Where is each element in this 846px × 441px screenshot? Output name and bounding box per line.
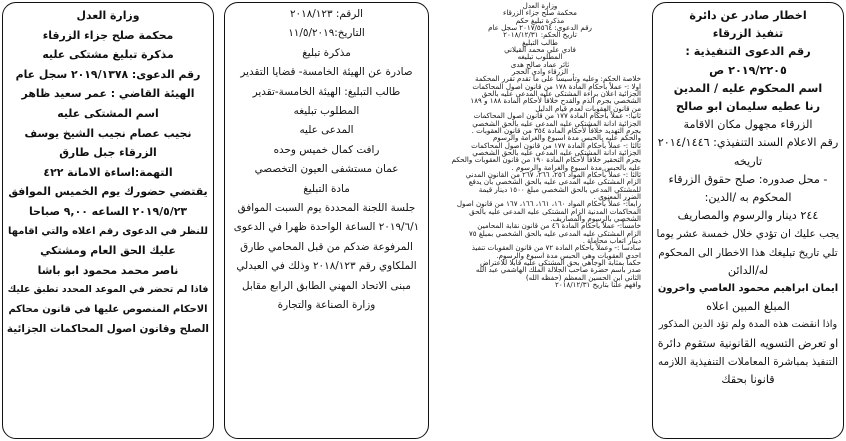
body-line: للنظر في الدعوى رقم اعلاه والتي اقامها: [8, 225, 208, 237]
summons-title: مذكرة تبليغ مشتكى عليه: [42, 48, 174, 62]
judgment-line: من قانون العقوبات لعدم قيام الدليل: [535, 103, 641, 113]
notice-body-line: او تعرض التسويه القانونية ستقوم دائرة: [657, 336, 839, 350]
judgment-line: ثالثا :- عملاً بأحكام المادة ١٧٧ من قانون اصول المحاكمات: [471, 140, 641, 150]
defendant-name: رافت كمال خميس وحده: [273, 143, 380, 156]
recipient-label: المطلوب تبليغه: [293, 105, 360, 118]
notice-body-line: يجب عليك ان تؤدي خلال خمسة عشر يوما: [656, 228, 839, 241]
notice-amount: ٢٤٤ دينار والرسوم والمصاريف: [677, 209, 819, 223]
complainant-name: ناصر محمد محمود ابو باشا: [37, 263, 179, 277]
notice-debtor-address: الزرقاء مجهول مكان الاقامة: [683, 118, 813, 132]
judgment-line: بجرم التهديد خلافاً لأحكام المادة ٣٥٤ من قانون العقوبات .: [471, 125, 641, 135]
reference-number: الرقم: ٢٠١٨/١٢٣: [289, 8, 364, 20]
defendant-name: نجيب عصام نجيب الشيخ يوسف: [24, 126, 192, 140]
defendant-address: الزرقاء جبل طارق: [59, 146, 157, 160]
ministry-name: وزارة العدل: [76, 9, 140, 22]
judgment-line: ثالثا :- عملاً بأحكام المواد ٢٥٦، ٢٦٦، ٢٦٧ من القانون المدني: [465, 169, 641, 179]
recipient-label: المطلوب تبليغه: [517, 52, 563, 62]
notice-case-label: رقم الدعوى التنفيذية :: [685, 45, 811, 59]
judgment-line: والحكم عليه بالحبس مدة اسبوع والغرامة والرسوم: [492, 133, 641, 143]
case-number: رقم الدعوى: ٢٠١٧/٥٥٦٤ سجل عام: [488, 23, 592, 33]
body-line: وزارة الصناعة والتجارة: [277, 299, 376, 312]
notice-body-line: قانونا بحقك: [721, 373, 775, 387]
judgment-line: وافهم علنا بتاريخ ٢٠١٨/١٢/٣١: [555, 280, 641, 290]
judgment-date: تاريخ الحكم: ٢٠١٨/١٢/٣١: [503, 30, 577, 40]
notification-date: التاريخ:١١/٥/٢٠١٩: [288, 27, 365, 40]
judgment-line: الجزائية اعلان براءة المشتكى عليه المدعى عليه بالحق: [481, 89, 641, 99]
judgment-line: المحاكمات المدنية الزام المشتكى عليه المدعى عليه بالحق: [469, 206, 641, 216]
notice-debtor-label: اسم المحكوم عليه / المدين: [673, 81, 823, 95]
requester-label: طالب التبليغ: [522, 37, 558, 47]
judgment-line: بجرم التحقير خلافاً لأحكام المادة ١٩٠ من قانون العقوبات والحكم: [451, 155, 641, 165]
notice-body-line: التنفيذ بمباشرة المعاملات التنفيذية اللازمه: [657, 355, 839, 368]
notice-body-line: واذا انقضت هذه المدة ولم تؤد الدين المذكور: [658, 319, 838, 331]
body-line: فاذا لم تحضر في الموعد المحدد تطبق عليك: [7, 284, 209, 296]
notice-instrument-number: رقم الاعلام السند التنفيذي: ٢٠١٤/١٤٤٦: [657, 136, 839, 150]
judgment-line: الزام المشتكى عليه المدعى عليه بالحق الشخصي بمبلغ ٧٥: [469, 228, 641, 238]
judgment-line: رابعاً:- عملاً بأحكام المواد ١٦٠، ١٦١، ١٦٦، ١٦٧ من قانون اصول: [456, 199, 641, 209]
committee-notification: [224, 2, 429, 439]
judgment-line: احدى العقوبات وهي الحبس مدة اسبوع والرسوم.: [496, 250, 641, 260]
body-line: جلسة اللجنة المحددة يوم السبت الموافق: [237, 202, 416, 215]
notice-body-line: المبلغ المبين اعلاه: [706, 300, 790, 314]
court-name: محكمة صلح جزاء الزرقاء: [503, 8, 577, 18]
body-line: الاحكام المنصوص عليها في قانون محاكم: [8, 303, 208, 315]
body-line: الملكاوي رقم ٢٠١٨/١٢٣ وذلك في العبدلي: [236, 260, 417, 273]
notice-judgment-label: المحكوم به /الدين:: [704, 191, 792, 205]
recipient-name: ثائر عماد صالح هدى: [510, 59, 570, 69]
judgment-line: الثاني ابن الحسين المعظم (حفظه الله): [525, 272, 641, 282]
judgment-line: دينار اتعاب محاماة .: [582, 236, 641, 245]
judgment-notification: [437, 2, 643, 439]
body-line: ٢٠١٩/٦/١ الساعة الواحدة ظهرا في الدعوى: [233, 221, 420, 234]
court-name: محكمة صلح جزاء الزرقاء: [42, 28, 174, 42]
notice-debtor-name: رنا عطيه سليمان ابو صالح: [675, 100, 821, 114]
judgment-line: الشخصي بالرسوم والمصاريف.: [550, 213, 641, 223]
judge-line: الهيئة القاضي : عمر سعيد ظاهر: [21, 87, 195, 101]
notice-department: تنفيذ الزرقاء: [712, 27, 784, 41]
notice-issuing-court: - محل صدوره: صلح حقوق الزرقاء: [668, 172, 828, 186]
defendant-summons: [2, 2, 214, 439]
judgment-line: عليه بالحبس مدة اسبوع والغرامة والرسوم .: [511, 162, 641, 172]
notice-creditor-name: ايمان ابراهيم محمود العاصي واخرون: [657, 283, 839, 295]
notification-title: مذكرة تبليغ: [302, 46, 351, 59]
notice-creditor-label: له/الدائن: [727, 263, 769, 277]
judgment-line: صدر باسم حضرة صاحب الجلالة الملك الهاشمي عبد الله: [475, 265, 641, 275]
issuing-body: صادرة عن الهيئة الخامسة- قضايا التقدير: [240, 66, 413, 79]
judgment-line: اولا :- عملاً بأحكام المادة ١٧٨ من قانون اصول المحاكمات: [472, 81, 641, 91]
judgment-line: الجزائية ادانة المشتكى عليه المدعى عليه بالحق الشخصي: [472, 118, 641, 128]
notification-title: مذكرة تبليغ حكم: [515, 15, 565, 25]
judgment-line: ثانيا:- عملاً بأحكام المادة ١٧٧ من قانون اصول المحاكمات: [473, 111, 641, 121]
defendant-label: اسم المشتكى عليه: [57, 106, 159, 120]
defendant-address: عمان مستشفى العيون التخصصي: [254, 163, 399, 176]
case-number: رقم الدعوى: ٢٠١٩/١٣٧٨ سجل عام: [15, 67, 201, 81]
notice-instrument-date-label: تاريخه: [733, 154, 763, 168]
judgment-line: الزام المشتكى عليه المدعى عليه بالحق الشخصي بأن يدفع: [468, 177, 641, 187]
judgment-line: الجزائية ادانة المشتكى عليه المدعى عليه بالحق الشخصي: [472, 147, 641, 157]
recipient-address: الزرقاء وادي الحجر: [511, 67, 569, 77]
notice-body-line: تلي تاريخ تبليغك هذا الاخطار الى المحكوم: [658, 246, 838, 259]
body-line: مبنى الاتحاد المهني الطابق الرابع مقابل: [241, 279, 411, 292]
subject-label: مادة التبليغ: [303, 182, 350, 195]
judgment-line: خامساً:- عملاً بأحكام المادة ٤٦ من قانون نقابة المحامين: [477, 221, 641, 231]
judgment-line: سادسا :- وعملاً بأحكام المادة ٧٢ من قانون العقوبات تنفيذ: [471, 243, 641, 253]
requester-name: فادي علي محمد القيلاني: [504, 45, 576, 55]
ministry-name: وزارة العدل: [522, 2, 558, 10]
body-line: الصلح وقانون اصول المحاكمات الجزائية: [6, 322, 209, 335]
hearing-datetime: ٢٠١٩/٥/٢٣ الساعه ٩,٠٠ صباحا: [28, 204, 187, 218]
body-line: عليك الحق العام ومشتكي: [40, 244, 176, 258]
body-line: يقتضي حضورك يوم الخميس الموافق: [8, 185, 208, 199]
judgment-line: خلاصة الحكم: وعليه وتأسيسا على ما تقدم تقرر المحكمة: [475, 74, 641, 84]
body-line: المرفوعة ضدكم من قبل المحامي طارق: [240, 240, 413, 253]
defendant-label: المدعى عليه: [299, 124, 354, 137]
notice-case-number: ٢٠١٩/٢٢٠٥ ص: [709, 63, 787, 77]
charge: التهمة:اساءة الامانة ٤٢٢: [43, 165, 173, 179]
enforcement-notice: [652, 2, 844, 439]
judgment-line: حكماً بمثابة الوجاهي بحق المشتكى عليه قابلا للاعتراض: [479, 258, 641, 268]
judgment-line: الضرر المعنوي .: [593, 191, 641, 201]
requester: طالب التبليغ: الهيئة الخامسة-تقدير: [252, 85, 401, 98]
judgment-line: الشخصي بجرم الذم والقدح خلافاً لأحكام المادة ١٨٨ و ١٨٩: [470, 96, 641, 106]
judgment-line: للمشتكي المدعي بالحق الشخصي مبلغ ١٥٠٠ دينار قيمة: [478, 184, 641, 194]
notice-heading: اخطار صادر عن دائرة: [689, 9, 807, 22]
